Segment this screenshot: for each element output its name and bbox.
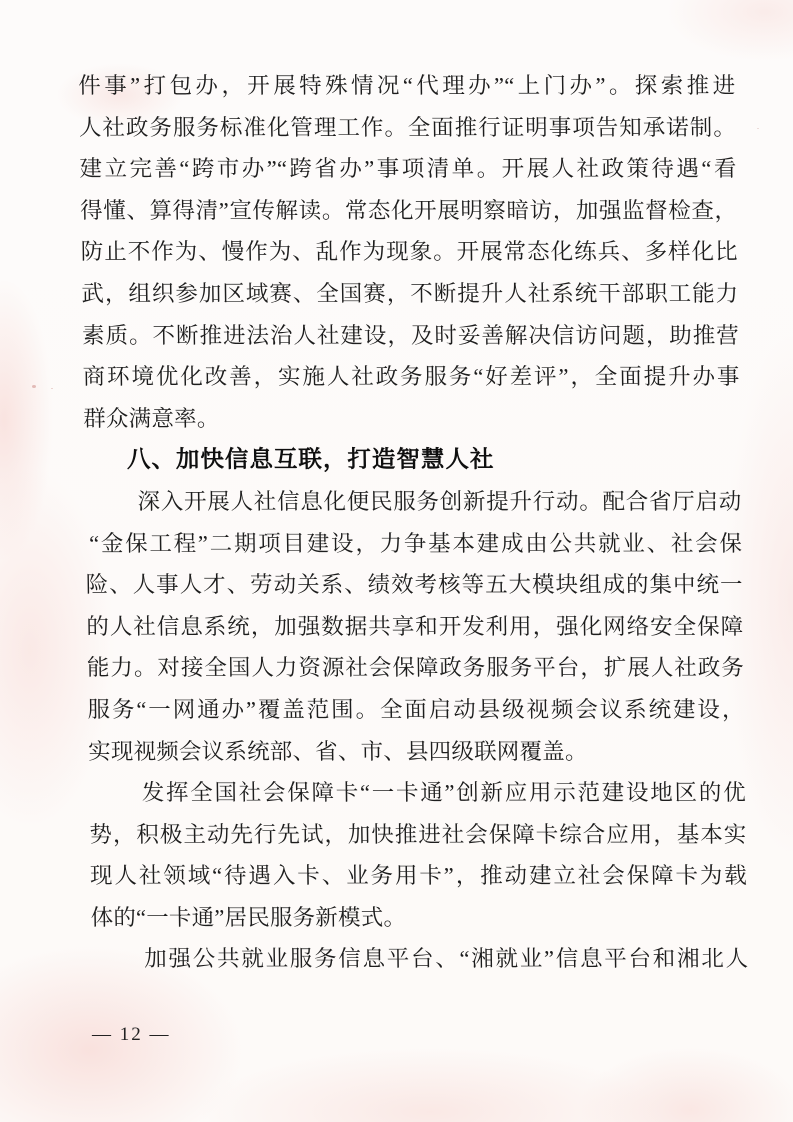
text-line: 现人社领域“待遇入卡、业务用卡”，推动建立社会保障卡为载 [89,863,748,889]
text-line: 商环境优化改善，实施人社政务服务“好差评”，全面提升办事 [82,364,740,390]
text-line: 服务“一网通办”覆盖范围。全面启动县级视频会议系统建设， [87,696,745,722]
text-line: 险、人事人才、劳动关系、绩效考核等五大模块组成的集中统一 [85,572,743,598]
text-line: 发挥全国社会保障卡“一卡通”创新应用示范建设地区的优 [141,780,746,806]
scan-speck [32,385,36,388]
text-line: “金保工程”二期项目建设，力争基本建成由公共就业、社会保 [88,530,743,556]
text-line: 实现视频会议系统部、省、市、县四级联网覆盖。 [87,738,588,764]
text-line: 人社政务服务标准化管理工作。全面推行证明事项告知承诺制。 [78,114,737,140]
text-line: 深入开展人社信息化便民服务创新提升行动。配合省厅启动 [137,488,742,514]
text-line: 能力。对接全国人力资源社会保障政务服务平台，扩展人社政务 [86,655,745,681]
text-line: 件事”打包办，开展特殊情况“代理办”“上门办”。探索推进 [78,73,736,98]
text-line: 素质。不断推进法治人社建设，及时妥善解决信访问题，助推营 [81,322,740,348]
text-block [78,65,749,980]
text-line: 得懂、算得清”宣传解读。常态化开展明察暗访，加强监督检查， [79,197,738,223]
text-line: 武，组织参加区域赛、全国赛，不断提升人社系统干部职工能力 [81,280,739,306]
text-line: 防止不作为、慢作为、乱作为现象。开展常态化练兵、多样化比 [80,239,738,265]
page-number: — 12 — [92,1024,171,1045]
text-line: 体的“一卡通”居民服务新模式。 [90,904,407,930]
text-line: 群众满意率。 [83,405,220,431]
text-line: 建立完善“跨市办”“跨省办”事项清单。开展人社政策待遇“看 [79,156,737,182]
text-line: 势，积极主动先行先试，加快推进社会保障卡综合应用，基本实 [89,821,747,847]
text-line: 的人社信息系统，加强数据共享和开发利用，强化网络安全保障 [86,613,744,639]
section-heading: 八、加快信息互联，打造智慧人社 [126,446,495,473]
text-line: 加强公共就业服务信息平台、“湘就业”信息平台和湘北人 [144,946,749,972]
